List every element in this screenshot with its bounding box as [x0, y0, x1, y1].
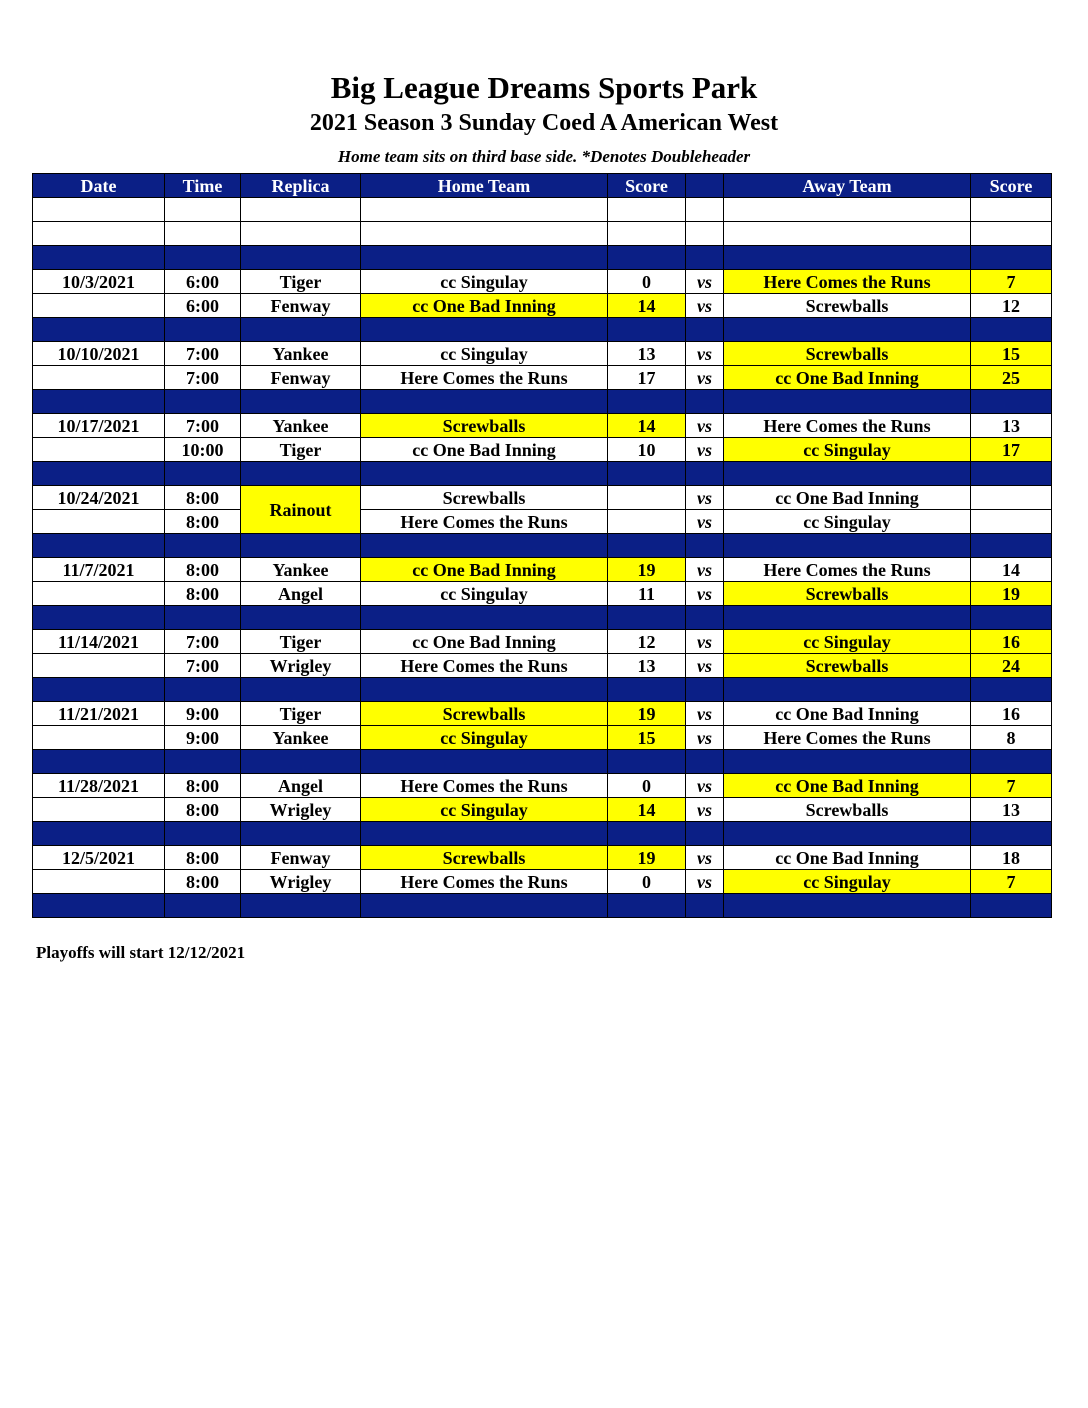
game-row [33, 702, 1052, 726]
cell-away-team: cc Singulay [724, 630, 971, 654]
blank-cell [971, 222, 1052, 246]
game-row [33, 798, 1052, 822]
cell-date [33, 438, 165, 462]
cell-time: 7:00 [165, 342, 241, 366]
cell-vs: vs [686, 414, 724, 438]
separator-cell [971, 750, 1052, 774]
blank-cell [33, 198, 165, 222]
cell-home-score: 10 [608, 438, 686, 462]
separator-cell [361, 678, 608, 702]
separator-row [33, 462, 1052, 486]
separator-cell [241, 678, 361, 702]
separator-cell [361, 390, 608, 414]
separator-row [33, 894, 1052, 918]
separator-cell [686, 606, 724, 630]
separator-cell [165, 894, 241, 918]
cell-vs: vs [686, 582, 724, 606]
cell-home-team: cc One Bad Inning [361, 558, 608, 582]
cell-home-score: 14 [608, 798, 686, 822]
separator-cell [361, 606, 608, 630]
cell-date: 12/5/2021 [33, 846, 165, 870]
cell-date [33, 294, 165, 318]
separator-cell [33, 678, 165, 702]
cell-vs: vs [686, 726, 724, 750]
cell-away-score: 12 [971, 294, 1052, 318]
separator-cell [241, 390, 361, 414]
cell-home-team: Screwballs [361, 702, 608, 726]
cell-home-team: Here Comes the Runs [361, 366, 608, 390]
separator-cell [608, 678, 686, 702]
cell-date: 11/14/2021 [33, 630, 165, 654]
game-row [33, 510, 1052, 534]
cell-replica: Fenway [241, 846, 361, 870]
cell-away-score [971, 486, 1052, 510]
separator-cell [361, 534, 608, 558]
cell-home-team: cc Singulay [361, 342, 608, 366]
cell-home-score: 13 [608, 342, 686, 366]
separator-cell [971, 822, 1052, 846]
header-row [33, 174, 1052, 198]
separator-cell [241, 534, 361, 558]
separator-row [33, 678, 1052, 702]
separator-cell [241, 822, 361, 846]
game-row [33, 774, 1052, 798]
cell-home-score: 0 [608, 870, 686, 894]
cell-replica: Wrigley [241, 798, 361, 822]
game-row [33, 486, 1052, 510]
blank-cell [686, 222, 724, 246]
cell-date: 10/17/2021 [33, 414, 165, 438]
cell-home-team: cc Singulay [361, 582, 608, 606]
cell-vs: vs [686, 438, 724, 462]
separator-cell [165, 390, 241, 414]
cell-away-team: Screwballs [724, 342, 971, 366]
separator-cell [361, 894, 608, 918]
separator-cell [241, 246, 361, 270]
separator-cell [724, 606, 971, 630]
separator-row [33, 822, 1052, 846]
cell-vs: vs [686, 702, 724, 726]
playoffs-note: Playoffs will start 12/12/2021 [36, 943, 246, 962]
cell-vs: vs [686, 558, 724, 582]
cell-replica: Fenway [241, 294, 361, 318]
cell-away-team: Screwballs [724, 654, 971, 678]
separator-row [33, 606, 1052, 630]
cell-replica: Yankee [241, 558, 361, 582]
separator-cell [165, 606, 241, 630]
separator-cell [971, 534, 1052, 558]
cell-time: 8:00 [165, 798, 241, 822]
separator-cell [608, 246, 686, 270]
cell-vs: vs [686, 846, 724, 870]
separator-cell [33, 246, 165, 270]
game-row [33, 366, 1052, 390]
blank-cell [165, 222, 241, 246]
cell-home-team: cc Singulay [361, 726, 608, 750]
cell-home-team: Here Comes the Runs [361, 510, 608, 534]
cell-home-team: Screwballs [361, 414, 608, 438]
cell-home-score: 19 [608, 702, 686, 726]
cell-vs: vs [686, 510, 724, 534]
blank-cell [241, 198, 361, 222]
cell-date [33, 582, 165, 606]
cell-time: 8:00 [165, 870, 241, 894]
cell-date [33, 726, 165, 750]
separator-cell [165, 534, 241, 558]
separator-cell [361, 822, 608, 846]
cell-home-score: 15 [608, 726, 686, 750]
blank-cell [724, 198, 971, 222]
cell-vs: vs [686, 294, 724, 318]
cell-away-team: Screwballs [724, 294, 971, 318]
page-title: Big League Dreams Sports Park [330, 70, 758, 105]
cell-replica: Angel [241, 774, 361, 798]
cell-time: 9:00 [165, 726, 241, 750]
cell-home-team: Screwballs [361, 846, 608, 870]
blank-cell [608, 198, 686, 222]
blank-cell [971, 198, 1052, 222]
game-row [33, 870, 1052, 894]
cell-home-team: Here Comes the Runs [361, 870, 608, 894]
cell-date: 11/7/2021 [33, 558, 165, 582]
cell-time: 7:00 [165, 366, 241, 390]
cell-time: 8:00 [165, 510, 241, 534]
cell-away-score: 16 [971, 702, 1052, 726]
separator-cell [971, 318, 1052, 342]
separator-row [33, 390, 1052, 414]
separator-cell [686, 822, 724, 846]
cell-home-team: cc One Bad Inning [361, 630, 608, 654]
cell-date: 10/10/2021 [33, 342, 165, 366]
cell-away-score: 24 [971, 654, 1052, 678]
blank-cell [686, 198, 724, 222]
separator-cell [608, 534, 686, 558]
cell-home-team: Here Comes the Runs [361, 654, 608, 678]
game-row [33, 726, 1052, 750]
separator-cell [686, 462, 724, 486]
separator-cell [686, 678, 724, 702]
game-row [33, 582, 1052, 606]
cell-away-score: 25 [971, 366, 1052, 390]
separator-cell [724, 462, 971, 486]
blank-cell [608, 222, 686, 246]
cell-replica: Fenway [241, 366, 361, 390]
game-row [33, 270, 1052, 294]
separator-cell [165, 318, 241, 342]
cell-vs: vs [686, 342, 724, 366]
cell-time: 8:00 [165, 486, 241, 510]
separator-cell [608, 390, 686, 414]
schedule-table [32, 173, 1052, 918]
blank-cell [724, 222, 971, 246]
separator-cell [33, 750, 165, 774]
cell-home-score: 14 [608, 414, 686, 438]
cell-home-score [608, 510, 686, 534]
game-row [33, 414, 1052, 438]
cell-replica: Rainout [241, 486, 361, 534]
game-row [33, 342, 1052, 366]
separator-cell [33, 462, 165, 486]
cell-time: 10:00 [165, 438, 241, 462]
cell-time: 9:00 [165, 702, 241, 726]
cell-away-team: cc Singulay [724, 510, 971, 534]
cell-home-team: Here Comes the Runs [361, 774, 608, 798]
cell-away-score: 8 [971, 726, 1052, 750]
blank-cell [33, 222, 165, 246]
cell-away-score: 15 [971, 342, 1052, 366]
cell-home-score: 12 [608, 630, 686, 654]
separator-cell [608, 894, 686, 918]
cell-home-score: 0 [608, 270, 686, 294]
cell-away-team: cc One Bad Inning [724, 366, 971, 390]
col-header-away-score: Score [971, 174, 1052, 198]
cell-vs: vs [686, 486, 724, 510]
game-row [33, 438, 1052, 462]
cell-date: 10/3/2021 [33, 270, 165, 294]
cell-away-team: Here Comes the Runs [724, 414, 971, 438]
cell-away-score [971, 510, 1052, 534]
separator-cell [971, 390, 1052, 414]
blank-cell [361, 222, 608, 246]
separator-cell [241, 894, 361, 918]
separator-cell [971, 894, 1052, 918]
separator-cell [724, 318, 971, 342]
separator-row [33, 318, 1052, 342]
schedule-note: Home team sits on third base side. *Denotes Doubleheader [337, 147, 751, 166]
cell-away-score: 13 [971, 798, 1052, 822]
cell-away-team: cc One Bad Inning [724, 774, 971, 798]
cell-time: 6:00 [165, 294, 241, 318]
game-row [33, 294, 1052, 318]
separator-row [33, 750, 1052, 774]
cell-home-score: 14 [608, 294, 686, 318]
cell-time: 7:00 [165, 654, 241, 678]
col-header-replica: Replica [241, 174, 361, 198]
cell-date [33, 798, 165, 822]
blank-row [33, 222, 1052, 246]
cell-away-team: cc Singulay [724, 438, 971, 462]
separator-cell [33, 534, 165, 558]
separator-cell [608, 750, 686, 774]
cell-replica: Tiger [241, 630, 361, 654]
cell-home-score: 11 [608, 582, 686, 606]
separator-cell [165, 822, 241, 846]
cell-home-score [608, 486, 686, 510]
cell-time: 8:00 [165, 846, 241, 870]
cell-away-score: 16 [971, 630, 1052, 654]
blank-cell [241, 222, 361, 246]
cell-away-score: 13 [971, 414, 1052, 438]
cell-home-team: cc Singulay [361, 270, 608, 294]
cell-away-score: 7 [971, 870, 1052, 894]
cell-home-team: cc One Bad Inning [361, 294, 608, 318]
cell-replica: Yankee [241, 342, 361, 366]
cell-vs: vs [686, 870, 724, 894]
separator-cell [971, 246, 1052, 270]
cell-vs: vs [686, 798, 724, 822]
separator-cell [686, 390, 724, 414]
cell-away-team: Here Comes the Runs [724, 726, 971, 750]
game-row [33, 654, 1052, 678]
separator-cell [971, 678, 1052, 702]
cell-away-score: 19 [971, 582, 1052, 606]
separator-cell [724, 390, 971, 414]
col-header-date: Date [33, 174, 165, 198]
separator-cell [608, 822, 686, 846]
separator-row [33, 534, 1052, 558]
separator-cell [724, 750, 971, 774]
cell-date [33, 366, 165, 390]
col-header-away-team: Away Team [724, 174, 971, 198]
cell-away-team: Here Comes the Runs [724, 558, 971, 582]
separator-cell [361, 318, 608, 342]
cell-away-team: cc One Bad Inning [724, 846, 971, 870]
cell-date: 11/28/2021 [33, 774, 165, 798]
cell-away-score: 7 [971, 270, 1052, 294]
blank-cell [361, 198, 608, 222]
separator-cell [971, 606, 1052, 630]
cell-away-score: 7 [971, 774, 1052, 798]
separator-cell [165, 462, 241, 486]
separator-cell [686, 750, 724, 774]
separator-cell [724, 822, 971, 846]
separator-cell [686, 894, 724, 918]
separator-row [33, 246, 1052, 270]
game-row [33, 846, 1052, 870]
blank-cell [165, 198, 241, 222]
cell-vs: vs [686, 654, 724, 678]
separator-cell [724, 678, 971, 702]
cell-away-team: Here Comes the Runs [724, 270, 971, 294]
cell-home-score: 17 [608, 366, 686, 390]
cell-vs: vs [686, 774, 724, 798]
separator-cell [724, 894, 971, 918]
separator-cell [241, 750, 361, 774]
separator-cell [241, 462, 361, 486]
cell-vs: vs [686, 630, 724, 654]
cell-away-team: cc One Bad Inning [724, 486, 971, 510]
cell-replica: Yankee [241, 414, 361, 438]
cell-home-score: 19 [608, 846, 686, 870]
cell-vs: vs [686, 366, 724, 390]
cell-away-score: 17 [971, 438, 1052, 462]
separator-cell [608, 606, 686, 630]
cell-away-score: 14 [971, 558, 1052, 582]
separator-cell [608, 462, 686, 486]
separator-cell [724, 534, 971, 558]
cell-replica: Tiger [241, 270, 361, 294]
separator-cell [165, 750, 241, 774]
separator-cell [361, 246, 608, 270]
col-header-time: Time [165, 174, 241, 198]
separator-cell [686, 534, 724, 558]
cell-replica: Yankee [241, 726, 361, 750]
cell-away-team: Screwballs [724, 582, 971, 606]
separator-cell [361, 750, 608, 774]
page-subtitle: 2021 Season 3 Sunday Coed A American West [309, 110, 779, 136]
cell-date [33, 654, 165, 678]
cell-away-team: Screwballs [724, 798, 971, 822]
cell-home-team: cc One Bad Inning [361, 438, 608, 462]
separator-cell [241, 318, 361, 342]
col-header-vs [686, 174, 724, 198]
col-header-home-score: Score [608, 174, 686, 198]
cell-home-team: cc Singulay [361, 798, 608, 822]
cell-date: 11/21/2021 [33, 702, 165, 726]
separator-cell [33, 822, 165, 846]
blank-row [33, 198, 1052, 222]
cell-replica: Wrigley [241, 870, 361, 894]
cell-away-team: cc Singulay [724, 870, 971, 894]
separator-cell [608, 318, 686, 342]
separator-cell [686, 318, 724, 342]
cell-replica: Tiger [241, 702, 361, 726]
cell-home-team: Screwballs [361, 486, 608, 510]
cell-date: 10/24/2021 [33, 486, 165, 510]
separator-cell [33, 318, 165, 342]
separator-cell [33, 894, 165, 918]
cell-away-score: 18 [971, 846, 1052, 870]
cell-time: 7:00 [165, 630, 241, 654]
cell-away-team: cc One Bad Inning [724, 702, 971, 726]
separator-cell [686, 246, 724, 270]
schedule-body [33, 198, 1052, 918]
cell-replica: Angel [241, 582, 361, 606]
cell-time: 7:00 [165, 414, 241, 438]
cell-date [33, 510, 165, 534]
col-header-home-team: Home Team [361, 174, 608, 198]
separator-cell [361, 462, 608, 486]
separator-cell [241, 606, 361, 630]
separator-cell [724, 246, 971, 270]
cell-time: 8:00 [165, 774, 241, 798]
cell-date [33, 870, 165, 894]
cell-home-score: 19 [608, 558, 686, 582]
cell-vs: vs [686, 270, 724, 294]
separator-cell [33, 606, 165, 630]
game-row [33, 558, 1052, 582]
separator-cell [165, 678, 241, 702]
cell-home-score: 0 [608, 774, 686, 798]
cell-time: 8:00 [165, 582, 241, 606]
game-row [33, 630, 1052, 654]
cell-replica: Wrigley [241, 654, 361, 678]
separator-cell [33, 390, 165, 414]
cell-replica: Tiger [241, 438, 361, 462]
cell-time: 8:00 [165, 558, 241, 582]
separator-cell [971, 462, 1052, 486]
cell-time: 6:00 [165, 270, 241, 294]
cell-home-score: 13 [608, 654, 686, 678]
separator-cell [165, 246, 241, 270]
